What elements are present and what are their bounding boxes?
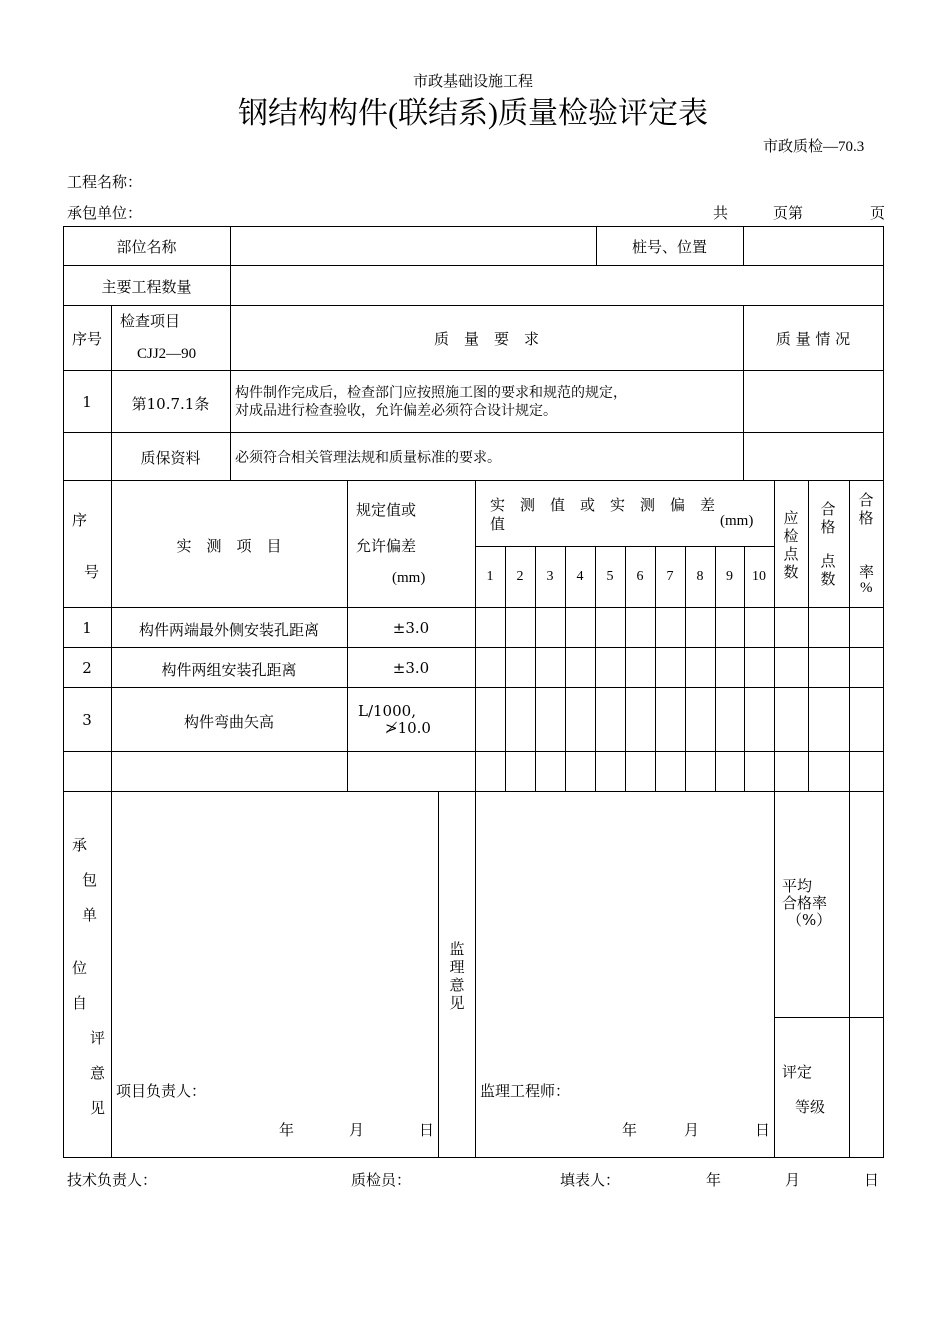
footer-year: 年 [706,1171,722,1189]
page-end-label: 页 [870,206,886,222]
page-title: 钢结构构件(联结系)质量检验评定表 [238,97,708,130]
check-row-req-line2: 对成品进行检查验收，允许偏差必须符合设计规定。 [235,403,557,419]
rate-header-bottom: 率 [859,563,875,581]
contractor-label: 承包单位： [67,206,143,222]
column-number: 3 [546,569,554,584]
row-seq: 3 [82,711,92,729]
supervisor-date-year: 年 [622,1121,638,1139]
main-quantity-label: 主要工程数量 [101,278,192,296]
spec-unit: (mm) [392,570,426,586]
page-middle-label: 页第 [773,206,804,222]
form-code: 市政质检—70.3 [763,139,865,155]
check-item-header: 检查项目 [120,312,181,330]
row-spec-line1: L/1000, [358,702,416,720]
contractor-date-day: 日 [419,1121,435,1139]
passed-header-bottom: 点数 [820,552,836,588]
column-number: 8 [696,569,704,584]
row-item: 构件两端最外侧安装孔距离 [138,621,319,639]
avg-rate-line2: 合格率 [782,894,828,912]
row-seq: 1 [82,619,92,637]
filler-label: 填表人： [560,1171,621,1189]
measured-header: 实 测 值 或 实 测 偏 差 [490,496,716,514]
supervisor-label: 监理工程师： [480,1082,571,1100]
column-number: 5 [606,569,614,584]
contractor-opinion-char: 位 [72,959,88,977]
contractor-opinion-char: 意 [90,1064,106,1082]
measure-item-header: 实 测 项 目 [176,537,282,555]
check-row-item: 第10.7.1条 [131,395,210,413]
check-row-item: 质保资料 [140,449,201,467]
footer-day: 日 [864,1171,880,1189]
check-row-req-line1: 构件制作完成后，检查部门应按照施工图的要求和规范的规定， [235,385,627,401]
contractor-opinion-label [72,834,106,1124]
contractor-opinion-char: 承 [72,836,88,854]
pile-position-label: 桩号、位置 [631,238,707,256]
seq-header: 序号 [71,330,102,348]
supervision-opinion-label: 监理意见 [449,940,465,1012]
contractor-opinion-char: 自 [72,994,88,1012]
avg-rate-line3: （%） [787,911,832,929]
standard-code: CJJ2—90 [137,346,197,362]
supervisor-date-month: 月 [684,1121,700,1139]
row-item: 构件弯曲矢高 [183,713,274,731]
page-total-label: 共 [713,206,729,222]
spec-header-line1: 规定值或 [356,501,417,519]
column-number: 9 [726,569,733,584]
row-spec: ±3.0 [392,659,430,677]
contractor-opinion-char: 包 [82,871,98,889]
check-row-req: 必须符合相关管理法规和质量标准的要求。 [235,450,501,466]
check-row-seq: 1 [82,393,92,411]
part-name-label: 部位名称 [116,238,177,256]
row-spec-line2: ≯10.0 [385,719,431,737]
footer-month: 月 [785,1171,801,1189]
row-item: 构件两组安装孔距离 [161,661,297,679]
measured-unit: (mm) [720,513,754,529]
project-manager-label: 项目负责人： [116,1082,207,1100]
avg-rate-line1: 平均 [782,877,813,895]
passed-header-top: 合格 [820,500,836,536]
contractor-opinion-char: 评 [90,1029,106,1047]
row-spec: ±3.0 [392,619,430,637]
supervisor-date-day: 日 [755,1121,771,1139]
column-number: 7 [666,569,674,584]
tech-lead-label: 技术负责人： [67,1171,158,1189]
quality-status-header: 质 量 情 况 [775,330,851,348]
measure-seq-top: 序 [72,511,88,529]
quality-req-header: 质 量 要 求 [433,330,539,348]
contractor-date-month: 月 [349,1121,365,1139]
column-number: 1 [486,569,494,584]
measured-header-2: 值 [490,515,506,533]
points-header: 应检点数 [783,509,799,581]
inspector-label: 质检员： [351,1171,412,1189]
grade-line1: 评定 [782,1063,813,1081]
column-number: 6 [636,569,644,584]
rate-header-top: 合格 [858,491,874,527]
contractor-opinion-char: 单 [82,906,98,924]
column-number: 2 [516,569,524,584]
contractor-opinion-char: 见 [90,1099,106,1117]
column-number: 4 [576,569,584,584]
contractor-date-year: 年 [279,1121,295,1139]
grade-line2: 等级 [795,1098,826,1116]
project-name-label: 工程名称： [67,175,143,191]
spec-header-line2: 允许偏差 [356,537,417,555]
row-seq: 2 [82,659,92,677]
column-number: 10 [752,569,766,584]
category-label: 市政基础设施工程 [412,74,533,90]
measure-seq-bottom: 号 [84,563,100,581]
rate-header-pct: % [860,580,873,596]
